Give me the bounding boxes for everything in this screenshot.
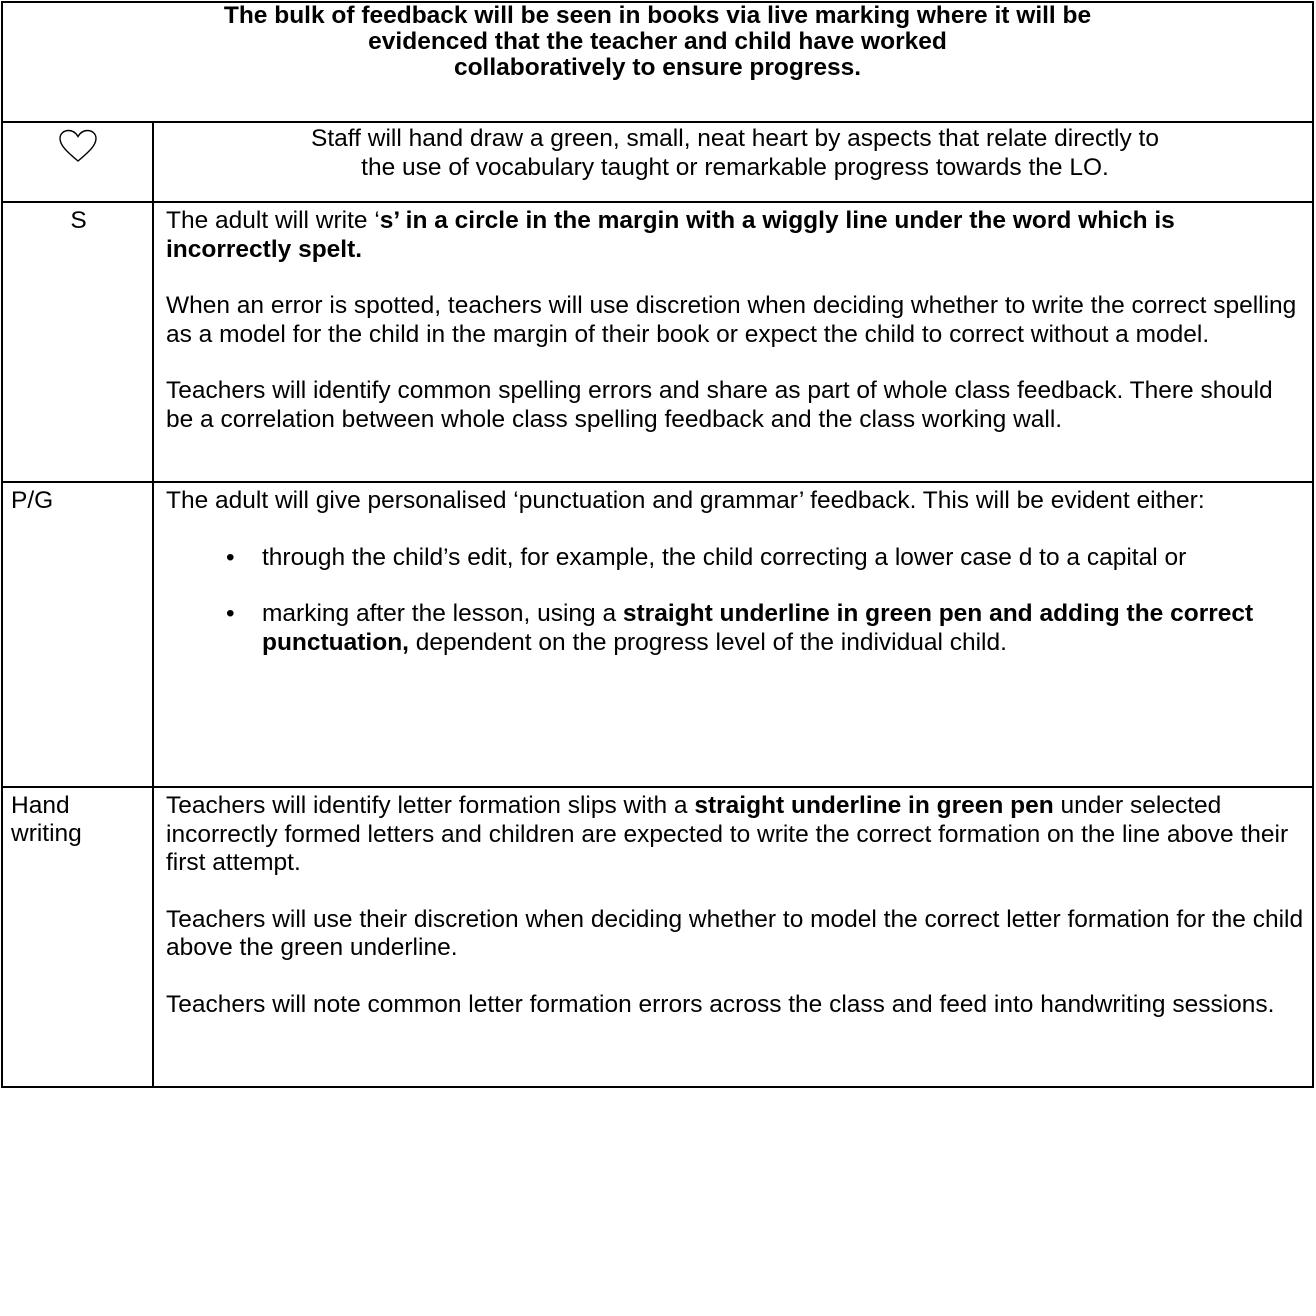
bullet-2-text: marking after the lesson, using a xyxy=(262,600,623,627)
bullet-1-text: through the child’s edit, for example, the child correcting a lower case d to a capital or xyxy=(262,543,1187,571)
handwriting-label-line-1: Hand xyxy=(11,792,70,819)
header-row xyxy=(2,2,1313,122)
handwriting-p1-bold-text: straight underline in green pen xyxy=(694,792,1054,819)
spelling-label: S xyxy=(2,202,153,482)
handwriting-row xyxy=(2,787,1313,1087)
bullet-dot-icon: • xyxy=(226,600,235,627)
spelling-description-cell xyxy=(153,202,1313,482)
spelling-p1-text: The adult will write ‘ xyxy=(166,207,380,234)
spelling-paragraph-1 xyxy=(166,207,1304,264)
handwriting-paragraph-3: Teachers will note common letter formation errors across the class and feed into handwriting sessions. xyxy=(166,990,1275,1018)
heart-line-2: the use of vocabulary taught or remarkable progress towards the LO. xyxy=(361,153,1109,181)
header-line-1: The bulk of feedback will be seen in books via live marking where it will be xyxy=(223,2,1092,29)
handwriting-paragraph-2: Teachers will use their discretion when deciding whether to model the correct letter formation for the child above the green underline. xyxy=(166,905,1304,961)
punctuation-bullet-1 xyxy=(166,544,1304,573)
heart-outline-icon xyxy=(58,129,98,163)
marking-policy-table xyxy=(1,1,1314,1088)
handwriting-label-cell xyxy=(2,787,153,1087)
handwriting-p1-post-text: under selected incorrectly formed letters and children are expected to write the correct formation on the line above their first attempt. xyxy=(166,792,1289,876)
spelling-row xyxy=(2,202,1313,482)
heart-description-cell xyxy=(153,122,1313,202)
handwriting-p1-text: Teachers will identify letter formation slips with a xyxy=(166,792,695,819)
spelling-paragraph-3: Teachers will identify common spelling errors and share as part of whole class feedback. There should be a correlation between whole class spelling feedback and the class working wall. xyxy=(166,377,1273,433)
bullet-dot-icon: • xyxy=(226,543,235,571)
header-cell xyxy=(2,2,1313,122)
bullet-2-bold-text: straight underline in green pen and adding the correct punctuation, xyxy=(262,600,1254,656)
heart-row xyxy=(2,122,1313,202)
bullet-2-post-text: dependent on the progress level of the individual child. xyxy=(408,628,1007,656)
spelling-p1-bold-text: s’ in a circle in the margin with a wiggly line under the word which is incorrectly spelt. xyxy=(166,207,1175,263)
handwriting-label-line-2: writing xyxy=(11,820,82,847)
spelling-paragraph-2: When an error is spotted, teachers will use discretion when deciding whether to write the correct spelling as a model for the child in the margin of their book or expect the child to correct without a model. xyxy=(166,292,1297,348)
punctuation-description-cell xyxy=(153,482,1313,787)
handwriting-description-cell xyxy=(153,787,1313,1087)
handwriting-paragraph-1 xyxy=(166,792,1304,878)
punctuation-intro: The adult will give personalised ‘punctuation and grammar’ feedback. This will be evident either: xyxy=(166,487,1205,514)
heart-line-1: Staff will hand draw a green, small, neat heart by aspects that relate directly to xyxy=(311,125,1159,152)
punctuation-label: P/G xyxy=(2,482,153,787)
header-line-2: evidenced that the teacher and child have worked xyxy=(368,28,947,55)
header-line-3: collaboratively to ensure progress. xyxy=(453,54,862,81)
punctuation-bullet-2 xyxy=(166,600,1304,657)
punctuation-row xyxy=(2,482,1313,787)
heart-label-cell xyxy=(2,122,153,202)
